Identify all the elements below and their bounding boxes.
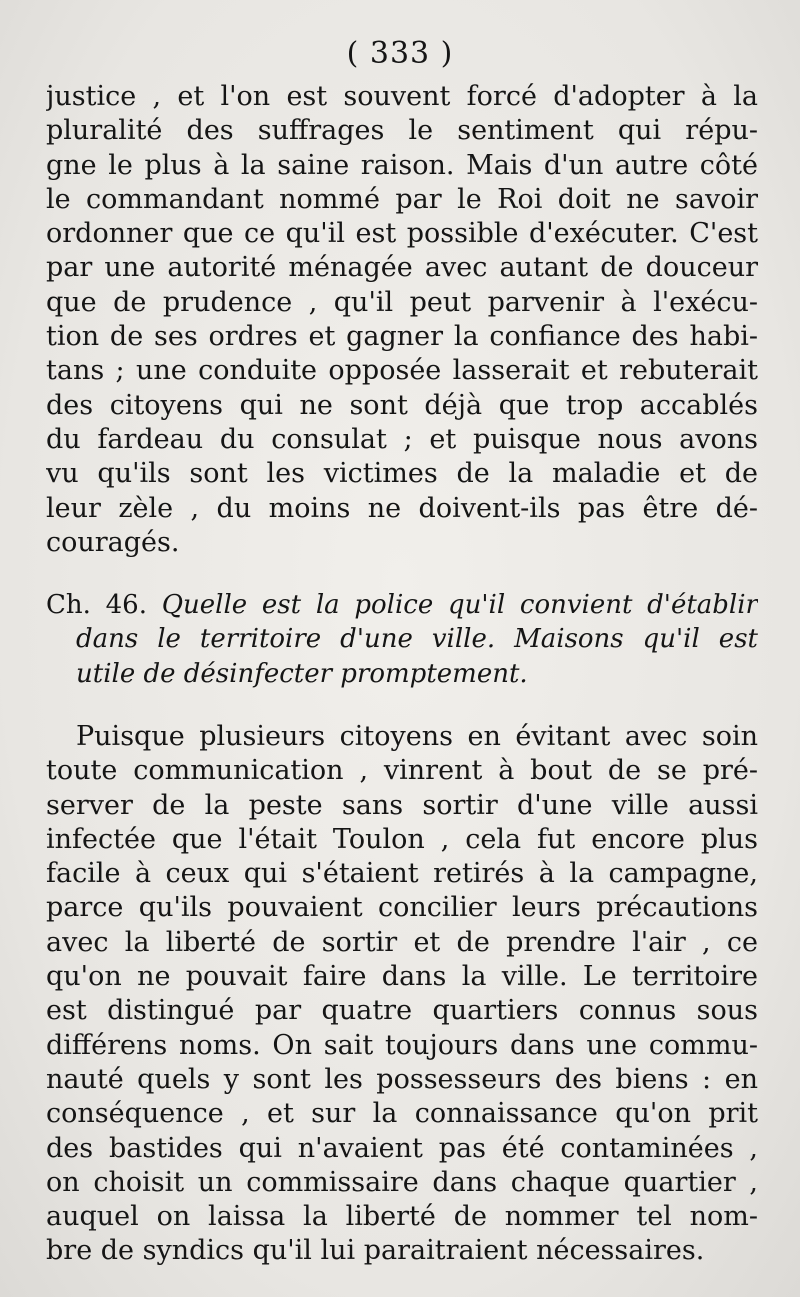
text-line: nauté quels y sont les possesseurs des biens : en [46, 1063, 758, 1095]
chapter-label: Ch. 46. [46, 590, 147, 620]
text-line: infectée que l'était Toulon , cela fut encore plus [46, 823, 758, 855]
text-line: des bastides qui n'avaient pas été contaminées , [46, 1132, 758, 1164]
text-line: couragés. [46, 526, 180, 558]
heading-text: Quelle est la police qu'il convient d'établir [161, 590, 758, 620]
text-line: ordonner que ce qu'il est possible d'exécuter. C'est [46, 218, 758, 250]
text-line: justice , et l'on est souvent forcé d'adopter à la [46, 81, 758, 112]
text-line: vu qu'ils sont les victimes de la maladie et de [46, 458, 758, 490]
text-line: différens noms. On sait toujours dans une commu- [46, 1029, 758, 1061]
paragraph-2 [46, 720, 758, 1269]
text-line: qu'on ne pouvait faire dans la ville. Le territoire [46, 961, 758, 993]
text-line: pluralité des suffrages le sentiment qui répu- [46, 115, 758, 147]
text-line: facile à ceux qui s'étaient retirés à la campagne, [46, 858, 758, 890]
text-line: le commandant nommé par le Roi doit ne savoir [46, 183, 758, 215]
text-line: que de prudence , qu'il peut parvenir à l'exécu- [46, 286, 758, 318]
text-line: tion de ses ordres et gagner la confiance des habi- [46, 321, 758, 353]
heading-line-2: dans le territoire d'une ville. Maisons qu'il est [76, 624, 758, 655]
heading-line-3: utile de désinfecter promptement. [76, 658, 528, 689]
text-line: avec la liberté de sortir et de prendre l'air , ce [46, 926, 758, 958]
text-line: des citoyens qui ne sont déjà que trop accablés [46, 389, 758, 421]
text-line: conséquence , et sur la connaissance qu'on prit [46, 1098, 758, 1130]
chapter-heading [46, 588, 758, 691]
paragraph-1 [46, 80, 758, 560]
text-line: server de la peste sans sortir d'une ville aussi [46, 789, 758, 821]
text-line: tans ; une conduite opposée lasserait et rebuterait [46, 355, 758, 387]
text-line: est distingué par quatre quartiers connus sous [46, 995, 758, 1027]
text-line: on choisit un commissaire dans chaque quartier , [46, 1166, 758, 1198]
text-line: toute communication , vinrent à bout de se pré- [46, 755, 758, 787]
text-line: par une autorité ménagée avec autant de douceur [46, 252, 758, 284]
text-line: gne le plus à la saine raison. Mais d'un autre côté [46, 149, 758, 181]
text-line: auquel on laissa la liberté de nommer tel nom- [46, 1201, 758, 1233]
text-line: bre de syndics qu'il lui paraitraient nécessaires. [46, 1235, 705, 1267]
page-number: ( 333 ) [346, 36, 454, 71]
text-line: parce qu'ils pouvaient concilier leurs précautions [46, 892, 758, 924]
text-line: du fardeau du consulat ; et puisque nous avons [46, 423, 758, 455]
text-line: Puisque plusieurs citoyens en évitant avec soin [76, 721, 758, 752]
heading-line-1 [46, 588, 758, 622]
text-line: leur zèle , du moins ne doivent-ils pas être dé- [46, 492, 758, 524]
